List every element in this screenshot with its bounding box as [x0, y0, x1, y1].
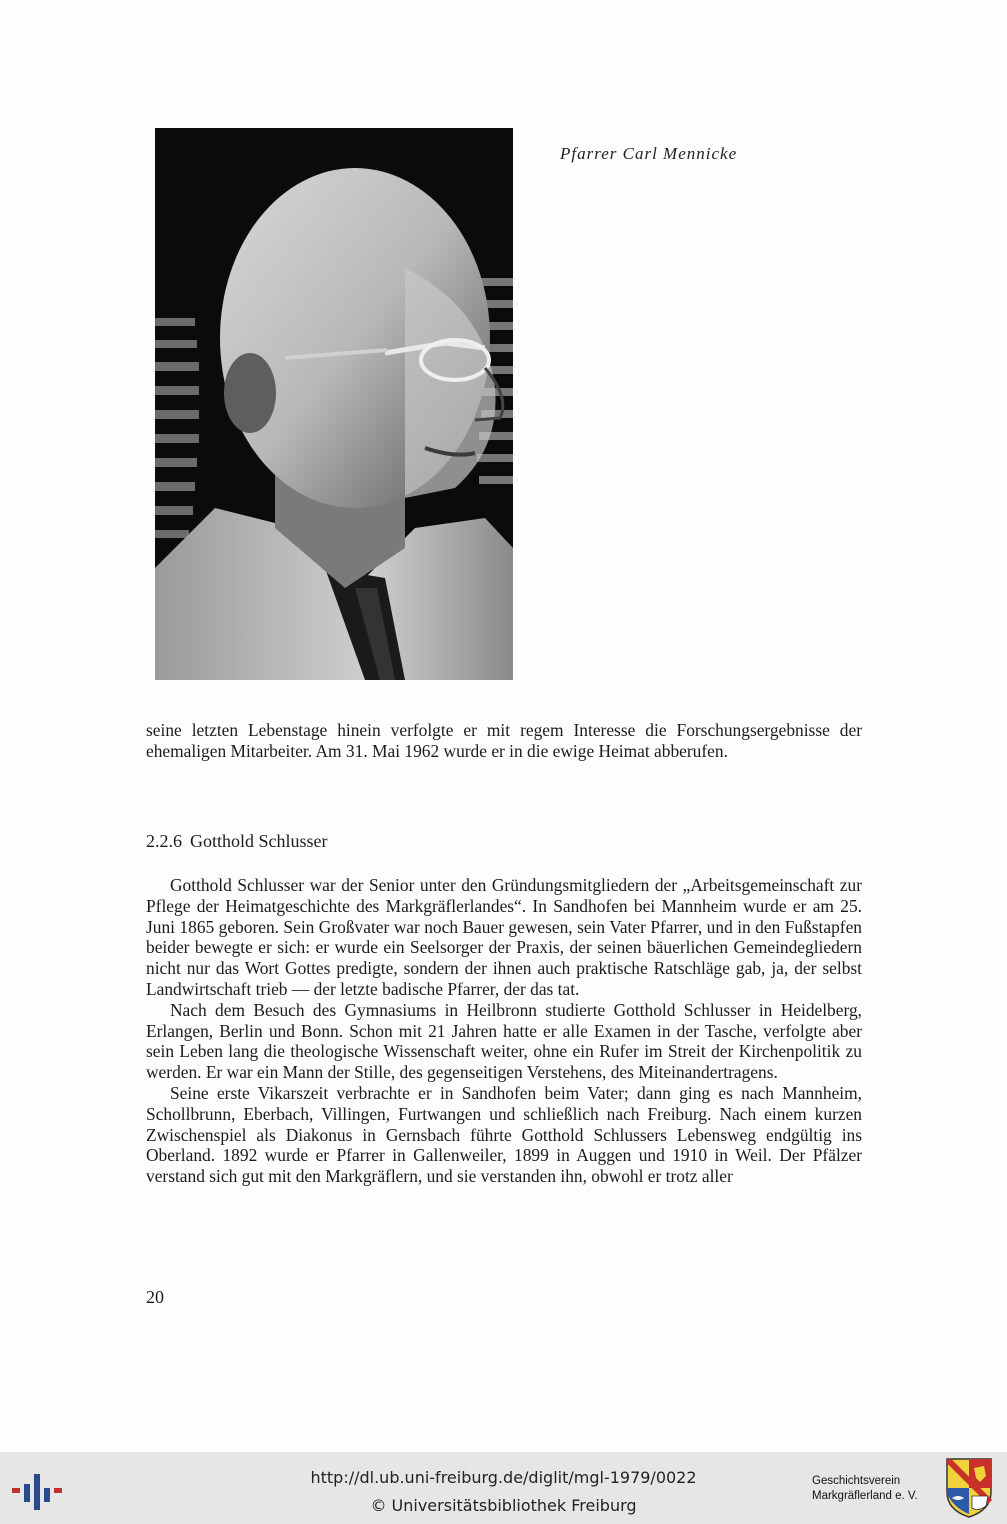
- body-text: [146, 875, 862, 1187]
- paragraph-2: Nach dem Besuch des Gymnasiums in Heilbronn studierte Gotthold Schlusser in Heidelberg, Erlangen, Berlin und Bonn. Schon mit 21 Jahren hatte er alle Examen in der Tasche, verfolgte aber sein Leben lang die theologische Wissenschaft weiter, ohne ein Rufer im Streit der Kirchenpolitik zu werden. Er war ein Mann der Stille, des gegenseitigen Verstehens, des Miteinandertragens.: [146, 999, 862, 1083]
- section-heading: [146, 831, 328, 852]
- coat-of-arms-icon: [946, 1458, 992, 1518]
- org-name-line2: Markgräflerland e. V.: [812, 1490, 918, 1502]
- section-title: Gotthold Schlusser: [190, 831, 328, 851]
- portrait-photo: [155, 128, 513, 680]
- footer-organization: [812, 1474, 918, 1504]
- portrait-image: [155, 128, 513, 680]
- photo-caption: Pfarrer Carl Mennicke: [560, 144, 738, 163]
- continuation-paragraph: [146, 720, 862, 762]
- section-number: 2.2.6: [146, 831, 182, 851]
- continuation-text: seine letzten Lebenstage hinein verfolgte er mit regem Interesse die Forschungsergebnisse der ehemaligen Mitarbeiter. Am 31. Mai 1962 wurde er in die ewige Heimat abberufen.: [146, 720, 862, 761]
- paragraph-3: Seine erste Vikarszeit verbrachte er in Sandhofen beim Vater; dann ging es nach Mannheim, Schollbrunn, Eberbach, Villingen, Furtwangen und schließlich nach Freiburg. Nach einem kurzen Zwischenspiel als Diakonus in Gernsbach führte Gotthold Schlussers Lebensweg endgültig ins Oberland. 1892 wurde er Pfarrer in Gallenweiler, 1899 in Auggen und 1910 in Weil. Der Pfälzer verstand sich gut mit den Markgräflern, und sie verstanden ihn, obwohl er trotz aller: [146, 1082, 862, 1187]
- page-number: 20: [146, 1287, 164, 1307]
- footer-copyright: © Universitätsbibliothek Freiburg: [370, 1496, 637, 1515]
- footer-bar: [0, 1452, 1007, 1524]
- org-name-line1: Geschichtsverein: [812, 1475, 901, 1487]
- paragraph-1: Gotthold Schlusser war der Senior unter den Gründungsmitgliedern der „Arbeitsgemeinschaft zur Pflege der Heimatgeschichte des Markgräflerlandes“. In Sandhofen bei Mannheim wurde er am 25. Juni 1865 geboren. Sein Großvater war noch Bauer gewesen, sein Vater Pfarrer, und in den Fußstapfen beider bewegte er sich: er wurde ein Seelsorger der Praxis, der seinen bäuerlichen Gemeindegliedern nicht nur das Wort Gottes predigte, sondern der ihnen auch praktische Ratschläge gab, ja, der selbst Landwirtschaft trieb — der letzte badische Pfarrer, der das tat.: [146, 875, 862, 999]
- footer-url-link[interactable]: http://dl.ub.uni-freiburg.de/diglit/mgl-1979/0022: [310, 1468, 697, 1487]
